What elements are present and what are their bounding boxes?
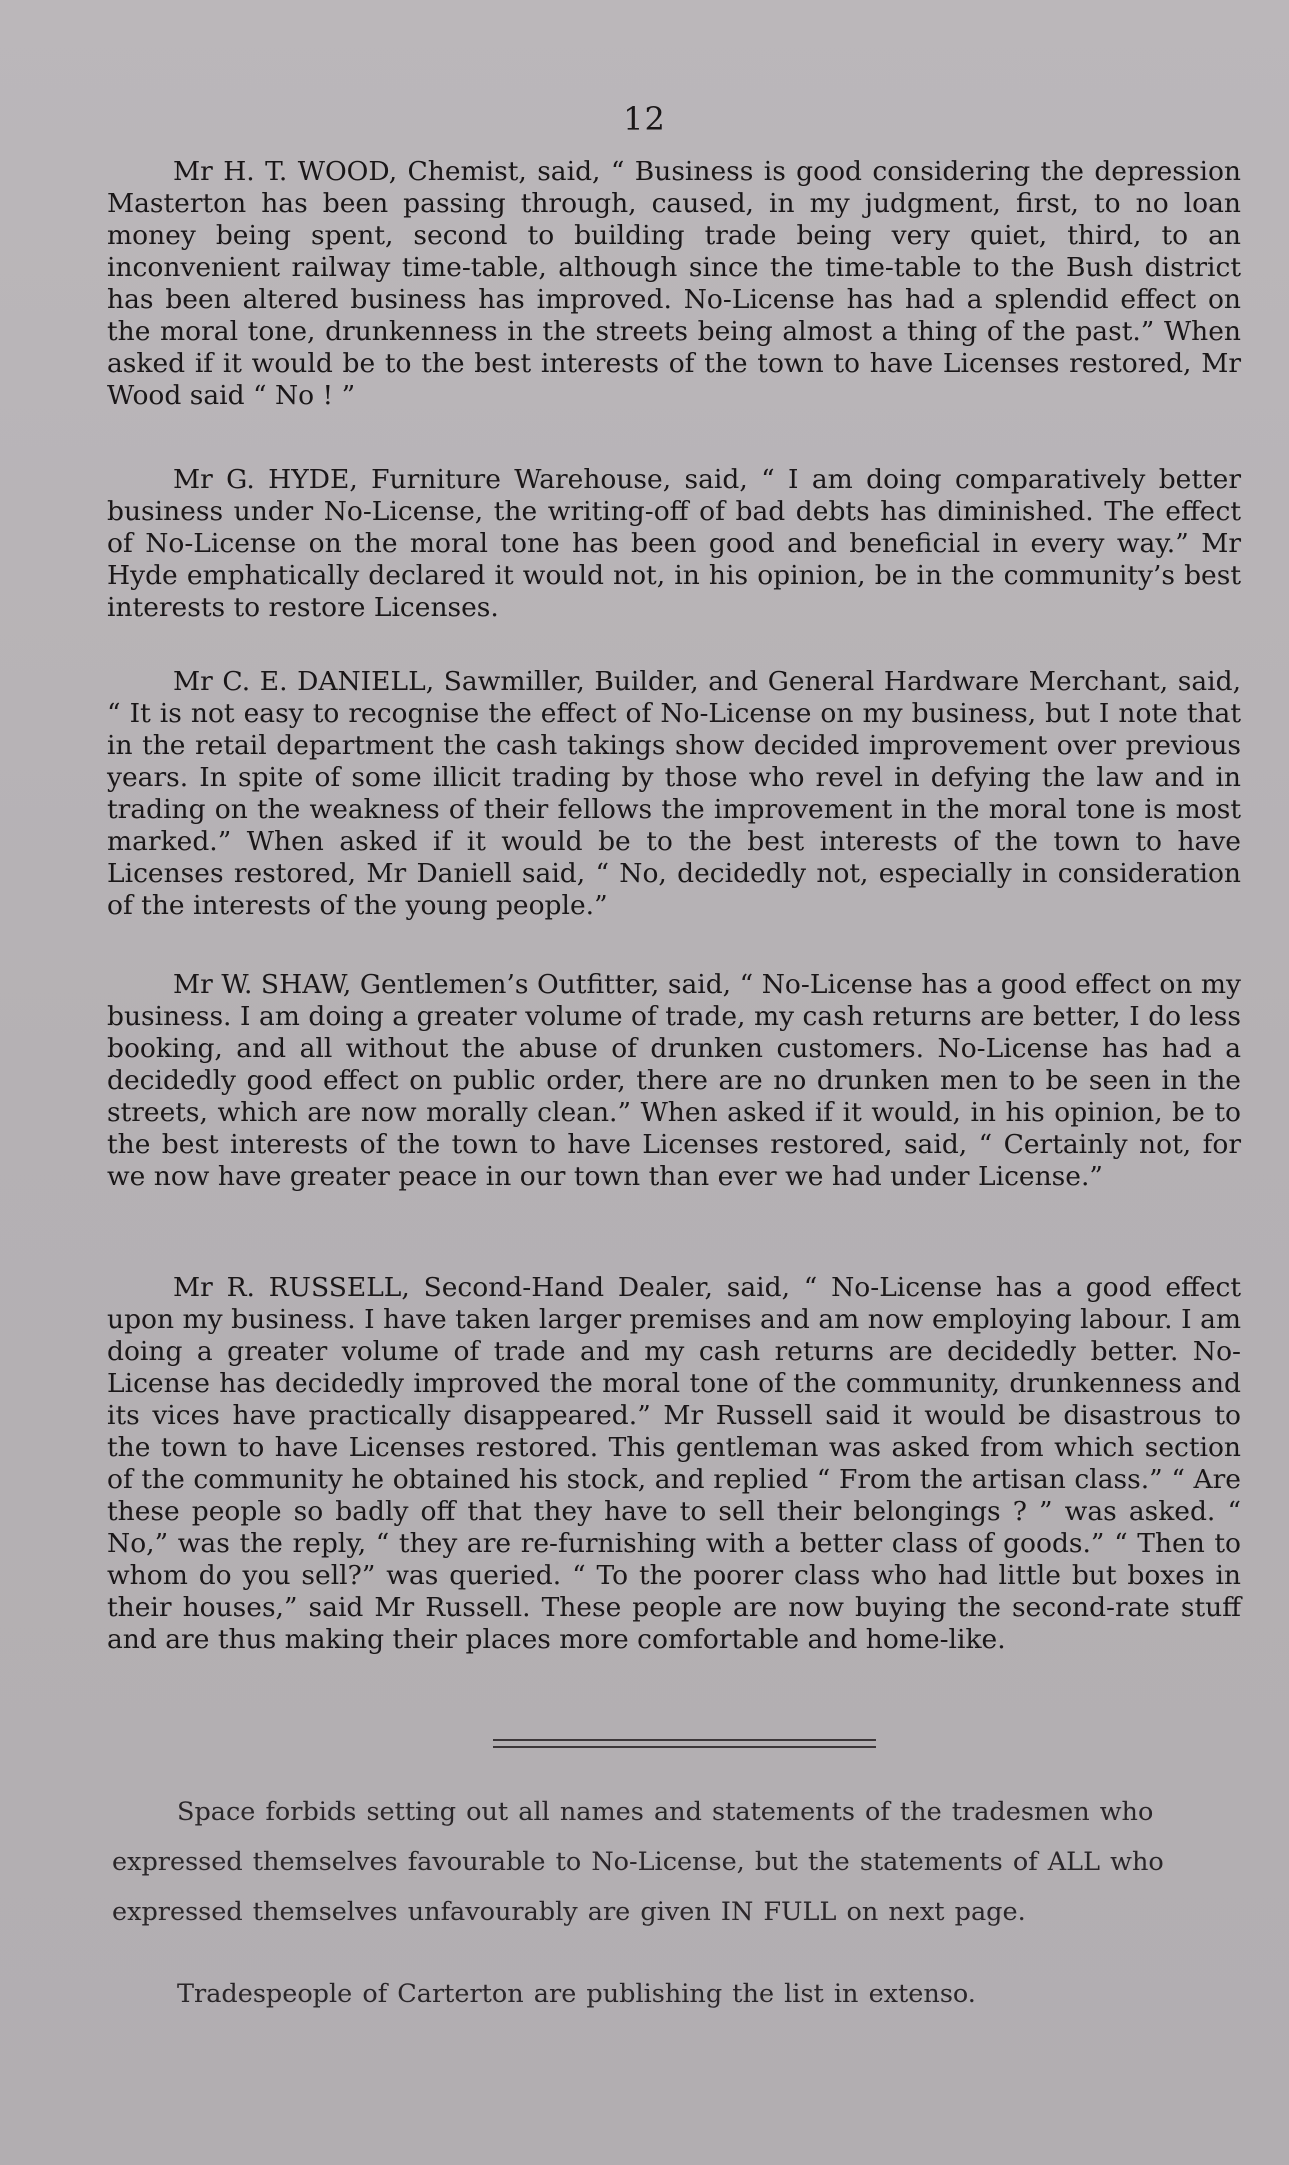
section-divider-bottom	[493, 1746, 876, 1748]
footer-note-line-2: expressed themselves favourable to No-License, but the statements of ALL who	[112, 1847, 1164, 1877]
footer-note-carterton: Tradespeople of Carterton are publishing the list in extenso.	[177, 1979, 976, 2009]
statement-daniell: Mr C. E. DANIELL, Sawmiller, Builder, and General Hardware Merchant, said, “ It is not easy to recognise the effect of No-License on my business, but I note that in the retail department the cash takings show decided improvement over previous years. In spite of some illicit trading by those who revel in defying the law and in trading on the weakness of their fellows the improvement in the moral tone is most marked.” When asked if it would be to the best interests of the town to have Licenses restored, Mr Daniell said, “ No, decidedly not, especially in consideration of the interests of the young people.”	[107, 666, 1241, 921]
statement-hyde: Mr G. HYDE, Furniture Warehouse, said, “ I am doing comparatively better business under No-License, the writing-off of bad debts has diminished. The effect of No-License on the moral tone has been good and beneficial in every way.” Mr Hyde emphatically declared it would not, in his opinion, be in the community’s best interests to restore Licenses.	[107, 464, 1241, 623]
statement-wood: Mr H. T. WOOD, Chemist, said, “ Business is good considering the depression Masterton has been passing through, caused, in my judgment, first, to no loan money being spent, second to building trade being very quiet, third, to an inconvenient railway time-table, although since the time-table to the Bush district has been altered business has improved. No-License has had a splendid effect on the moral tone, drunkenness in the streets being almost a thing of the past.” When asked if it would be to the best interests of the town to have Licenses restored, Mr Wood said “ No ! ”	[107, 156, 1241, 411]
section-divider-top	[493, 1739, 876, 1741]
footer-note-line-3: expressed themselves unfavourably are given IN FULL on next page.	[112, 1897, 1026, 1927]
footer-note-line-1: Space forbids setting out all names and statements of the tradesmen who	[177, 1797, 1154, 1827]
page-number: 12	[623, 100, 666, 138]
statement-shaw: Mr W. SHAW, Gentlemen’s Outfitter, said, “ No-License has a good effect on my business. I am doing a greater volume of trade, my cash returns are better, I do less booking, and all without the abuse of drunken customers. No-License has had a decidedly good effect on public order, there are no drunken men to be seen in the streets, which are now morally clean.” When asked if it would, in his opinion, be to the best interests of the town to have Licenses restored, said, “ Certainly not, for we now have greater peace in our town than ever we had under License.”	[107, 969, 1241, 1192]
statement-russell: Mr R. RUSSELL, Second-Hand Dealer, said, “ No-License has a good effect upon my business. I have taken larger premises and am now employing labour. I am doing a greater volume of trade and my cash returns are decidedly better. No-License has decidedly improved the moral tone of the community, drunkenness and its vices have practically disappeared.” Mr Russell said it would be disastrous to the town to have Licenses restored. This gentleman was asked from which section of the community he obtained his stock, and replied “ From the artisan class.” “ Are these people so badly off that they have to sell their belongings ? ” was asked. “ No,” was the reply, “ they are re-furnishing with a better class of goods.” “ Then to whom do you sell?” was queried. “ To the poorer class who had little but boxes in their houses,” said Mr Russell. These people are now buying the second-rate stuff and are thus making their places more comfortable and home-like.	[107, 1272, 1241, 1655]
